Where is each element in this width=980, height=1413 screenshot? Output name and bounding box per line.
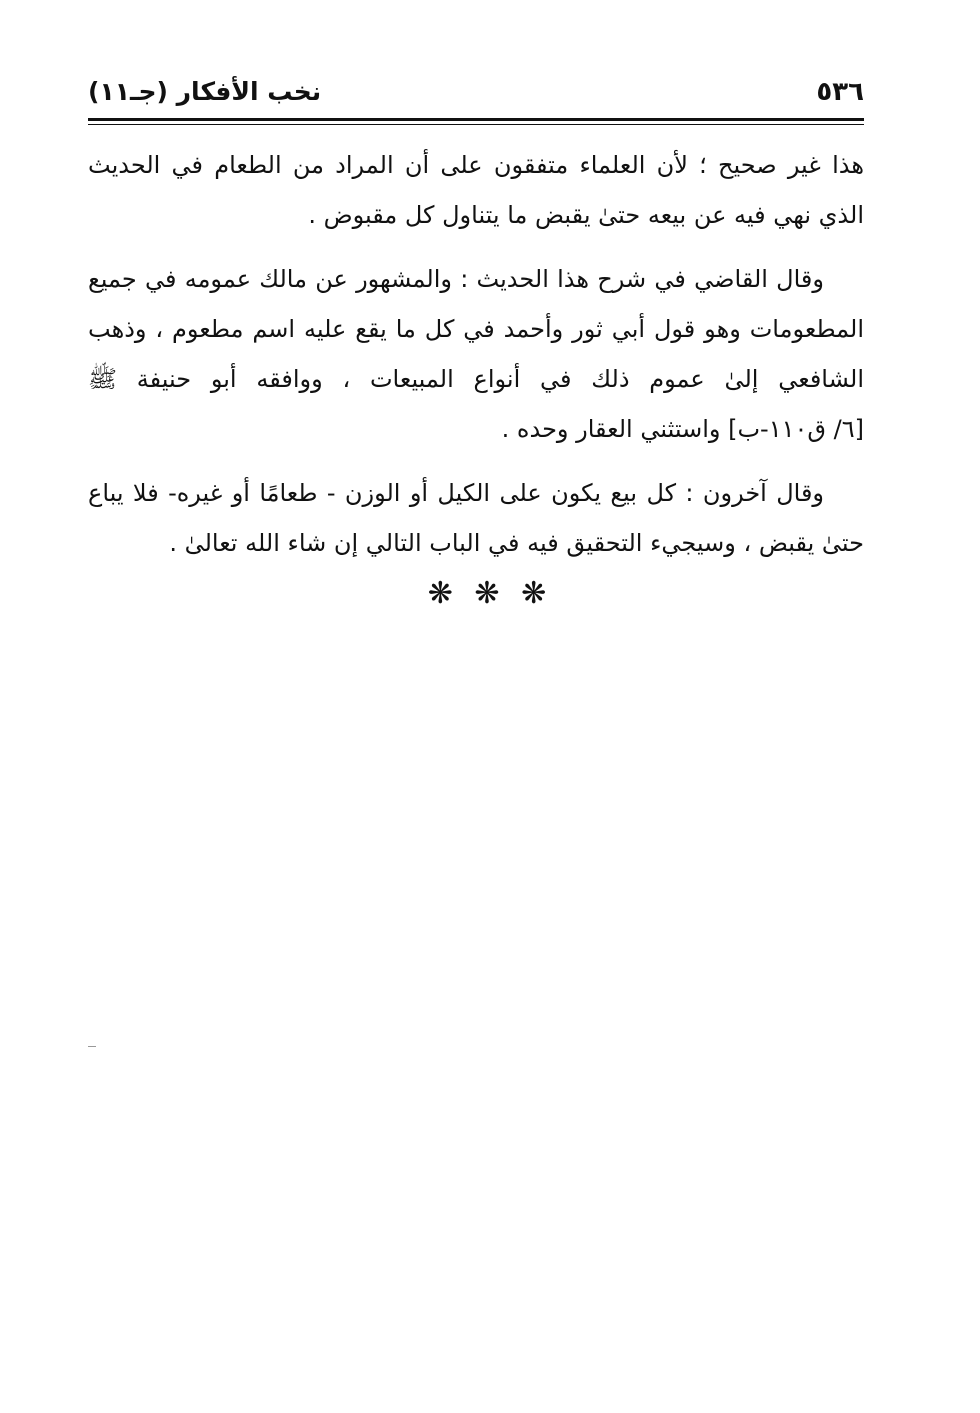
running-title: نخب الأفكار (جـ١١) <box>88 77 322 106</box>
page-header <box>88 74 864 114</box>
page-number: ٥٣٦ <box>816 77 864 107</box>
paragraph-2-text: وقال القاضي في شرح هذا الحديث : والمشهور عن مالك عمومه في جميع المطعومات وهو قول أبي ثور وأحمد في كل ما يقع عليه اسم مطعوم ، وذهب الشافعي إلىٰ عموم ذلك في أنواع المبيعات ، ووافقه أبو حنيفة ﷺ <box>88 265 864 393</box>
paragraph-1: هذا غير صحيح ؛ لأن العلماء متفقون على أن المراد من الطعام في الحديث الذي نهي فيه عن بيعه حتىٰ يقبض ما يتناول كل مقبوض . <box>88 151 864 229</box>
manuscript-reference: [٦/ ق١١٠-ب] <box>728 415 864 443</box>
paragraph-2-text-end: واستثني العقار وحده . <box>501 415 721 443</box>
header-rule-thick <box>88 118 864 121</box>
body-text <box>88 140 864 582</box>
section-separator: ❋ ❋ ❋ <box>427 576 553 611</box>
paragraph-2 <box>88 254 864 454</box>
scan-speck <box>88 1046 96 1047</box>
header-rule-thin <box>88 124 864 125</box>
paragraph-3: وقال آخرون : كل بيع يكون على الكيل أو الوزن - طعامًا أو غيره- فلا يباع حتىٰ يقبض ، وسيجيء التحقيق فيه في الباب التالي إن شاء الله تعالىٰ . <box>88 479 864 557</box>
